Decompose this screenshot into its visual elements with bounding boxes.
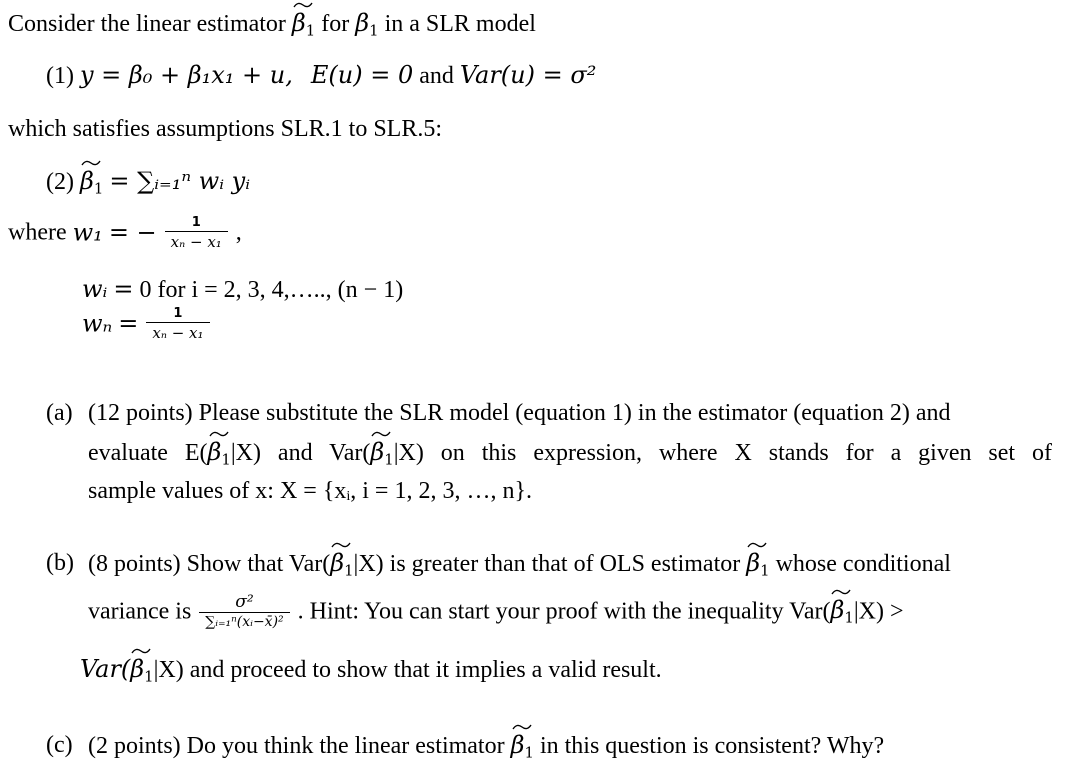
equation-1: [46, 62, 596, 89]
beta1-tilde-symbol: $\beta_1$: [208, 439, 231, 468]
part-a-line2: [88, 439, 1052, 468]
wn-fraction: [146, 306, 209, 342]
weight-w1: [8, 215, 242, 251]
eq1-cond-var: Var(u) = σ²: [459, 61, 597, 89]
part-b-line1-end: whose conditional: [775, 551, 951, 577]
assumptions-line: which satisfies assumptions SLR.1 to SLR.5:: [8, 116, 443, 142]
beta1-hat-symbol: $\beta_1$: [130, 656, 153, 685]
beta1-tilde-symbol: $\beta_1$: [830, 597, 853, 626]
part-a-line2-post: |X) on this expression, where X stands for a given set of: [393, 440, 1052, 466]
beta1-tilde-symbol: $\beta_1$: [370, 439, 393, 468]
beta1-symbol: $\beta_1$: [355, 9, 379, 40]
part-a-line2-pre: evaluate E(: [88, 440, 208, 466]
w1-eq: = −: [108, 218, 157, 247]
beta1-hat-symbol: $\beta_1$: [746, 550, 769, 579]
wi-lhs: wᵢ: [82, 275, 108, 303]
beta1-tilde-symbol: $\beta_1$: [511, 732, 534, 761]
part-b-line1-pre: (8 points) Show that Var(: [88, 551, 331, 577]
part-c-line1-pre: (2 points) Do you think the linear estimator: [88, 733, 505, 759]
ols-variance-fraction: [199, 592, 289, 631]
ols-variance-numerator: σ²: [235, 592, 254, 612]
eq2-rhs: = ∑ᵢ₌₁ⁿ wᵢ yᵢ: [109, 167, 251, 195]
part-b-line3-pre: Var(: [80, 655, 131, 683]
equation-2: [46, 168, 250, 197]
weight-wi: [82, 276, 403, 303]
part-b-line2-end: |X) >: [853, 598, 904, 625]
weight-wn: [82, 306, 212, 342]
part-c-label: (c): [46, 732, 73, 758]
wi-text: 0 for i = 2, 3, 4,….., (n − 1): [139, 277, 404, 303]
wi-eq: =: [113, 275, 134, 303]
part-a-line2-mid: |X) and Var(: [230, 440, 371, 466]
part-b-line3: [80, 656, 662, 685]
eq1-model: y = β₀ + β₁x₁ + u,: [79, 61, 293, 89]
w1-numerator: 1: [191, 215, 201, 230]
part-a-line3: sample values of x: X = {xᵢ, i = 1, 2, 3, …, n}.: [88, 478, 532, 504]
intro-text-mid: for: [321, 11, 350, 37]
part-b-line2-post: . Hint: You can start your proof with the inequality Var(: [297, 598, 831, 625]
wn-lhs: wₙ: [82, 309, 113, 338]
part-a-line1: (12 points) Please substitute the SLR model (equation 1) in the estimator (equation 2) and: [88, 400, 951, 426]
part-c-line1-post: in this question is consistent? Why?: [539, 733, 885, 759]
part-b-line2-pre: variance is: [88, 598, 192, 625]
w1-denominator: xₙ − x₁: [165, 231, 228, 251]
part-a-label: (a): [46, 400, 73, 426]
part-b-line3-post: |X) and proceed to show that it implies a valid result.: [153, 657, 662, 683]
intro-text-after: in a SLR model: [384, 11, 536, 37]
part-b-line2: [88, 592, 904, 631]
wn-denominator: xₙ − x₁: [146, 322, 209, 342]
part-b-line1-post: |X) is greater than that of OLS estimator: [353, 551, 741, 577]
wn-numerator: 1: [173, 306, 183, 321]
where-label: where: [8, 219, 67, 246]
beta1-tilde-symbol: $\beta_1$: [292, 10, 315, 39]
beta1-tilde-symbol: $\beta_1$: [80, 168, 103, 197]
w1-lhs: w₁: [72, 218, 103, 247]
eq1-label: (1): [46, 63, 74, 89]
part-c-line1: [88, 732, 884, 761]
intro-line: [8, 10, 536, 39]
eq1-and: and: [419, 63, 454, 89]
part-b-label: (b): [46, 550, 74, 576]
intro-text-before: Consider the linear estimator: [8, 11, 286, 37]
ols-variance-denominator: ∑ᵢ₌₁ⁿ(xᵢ−x̄)²: [199, 612, 289, 631]
beta1-tilde-symbol: $\beta_1$: [330, 550, 353, 579]
wn-eq: =: [118, 309, 139, 338]
part-b-line1: [88, 550, 951, 579]
eq1-cond-e: E(u) = 0: [310, 61, 414, 89]
w1-fraction: [165, 215, 228, 251]
w1-tail: ,: [235, 219, 242, 246]
eq2-label: (2): [46, 169, 74, 195]
